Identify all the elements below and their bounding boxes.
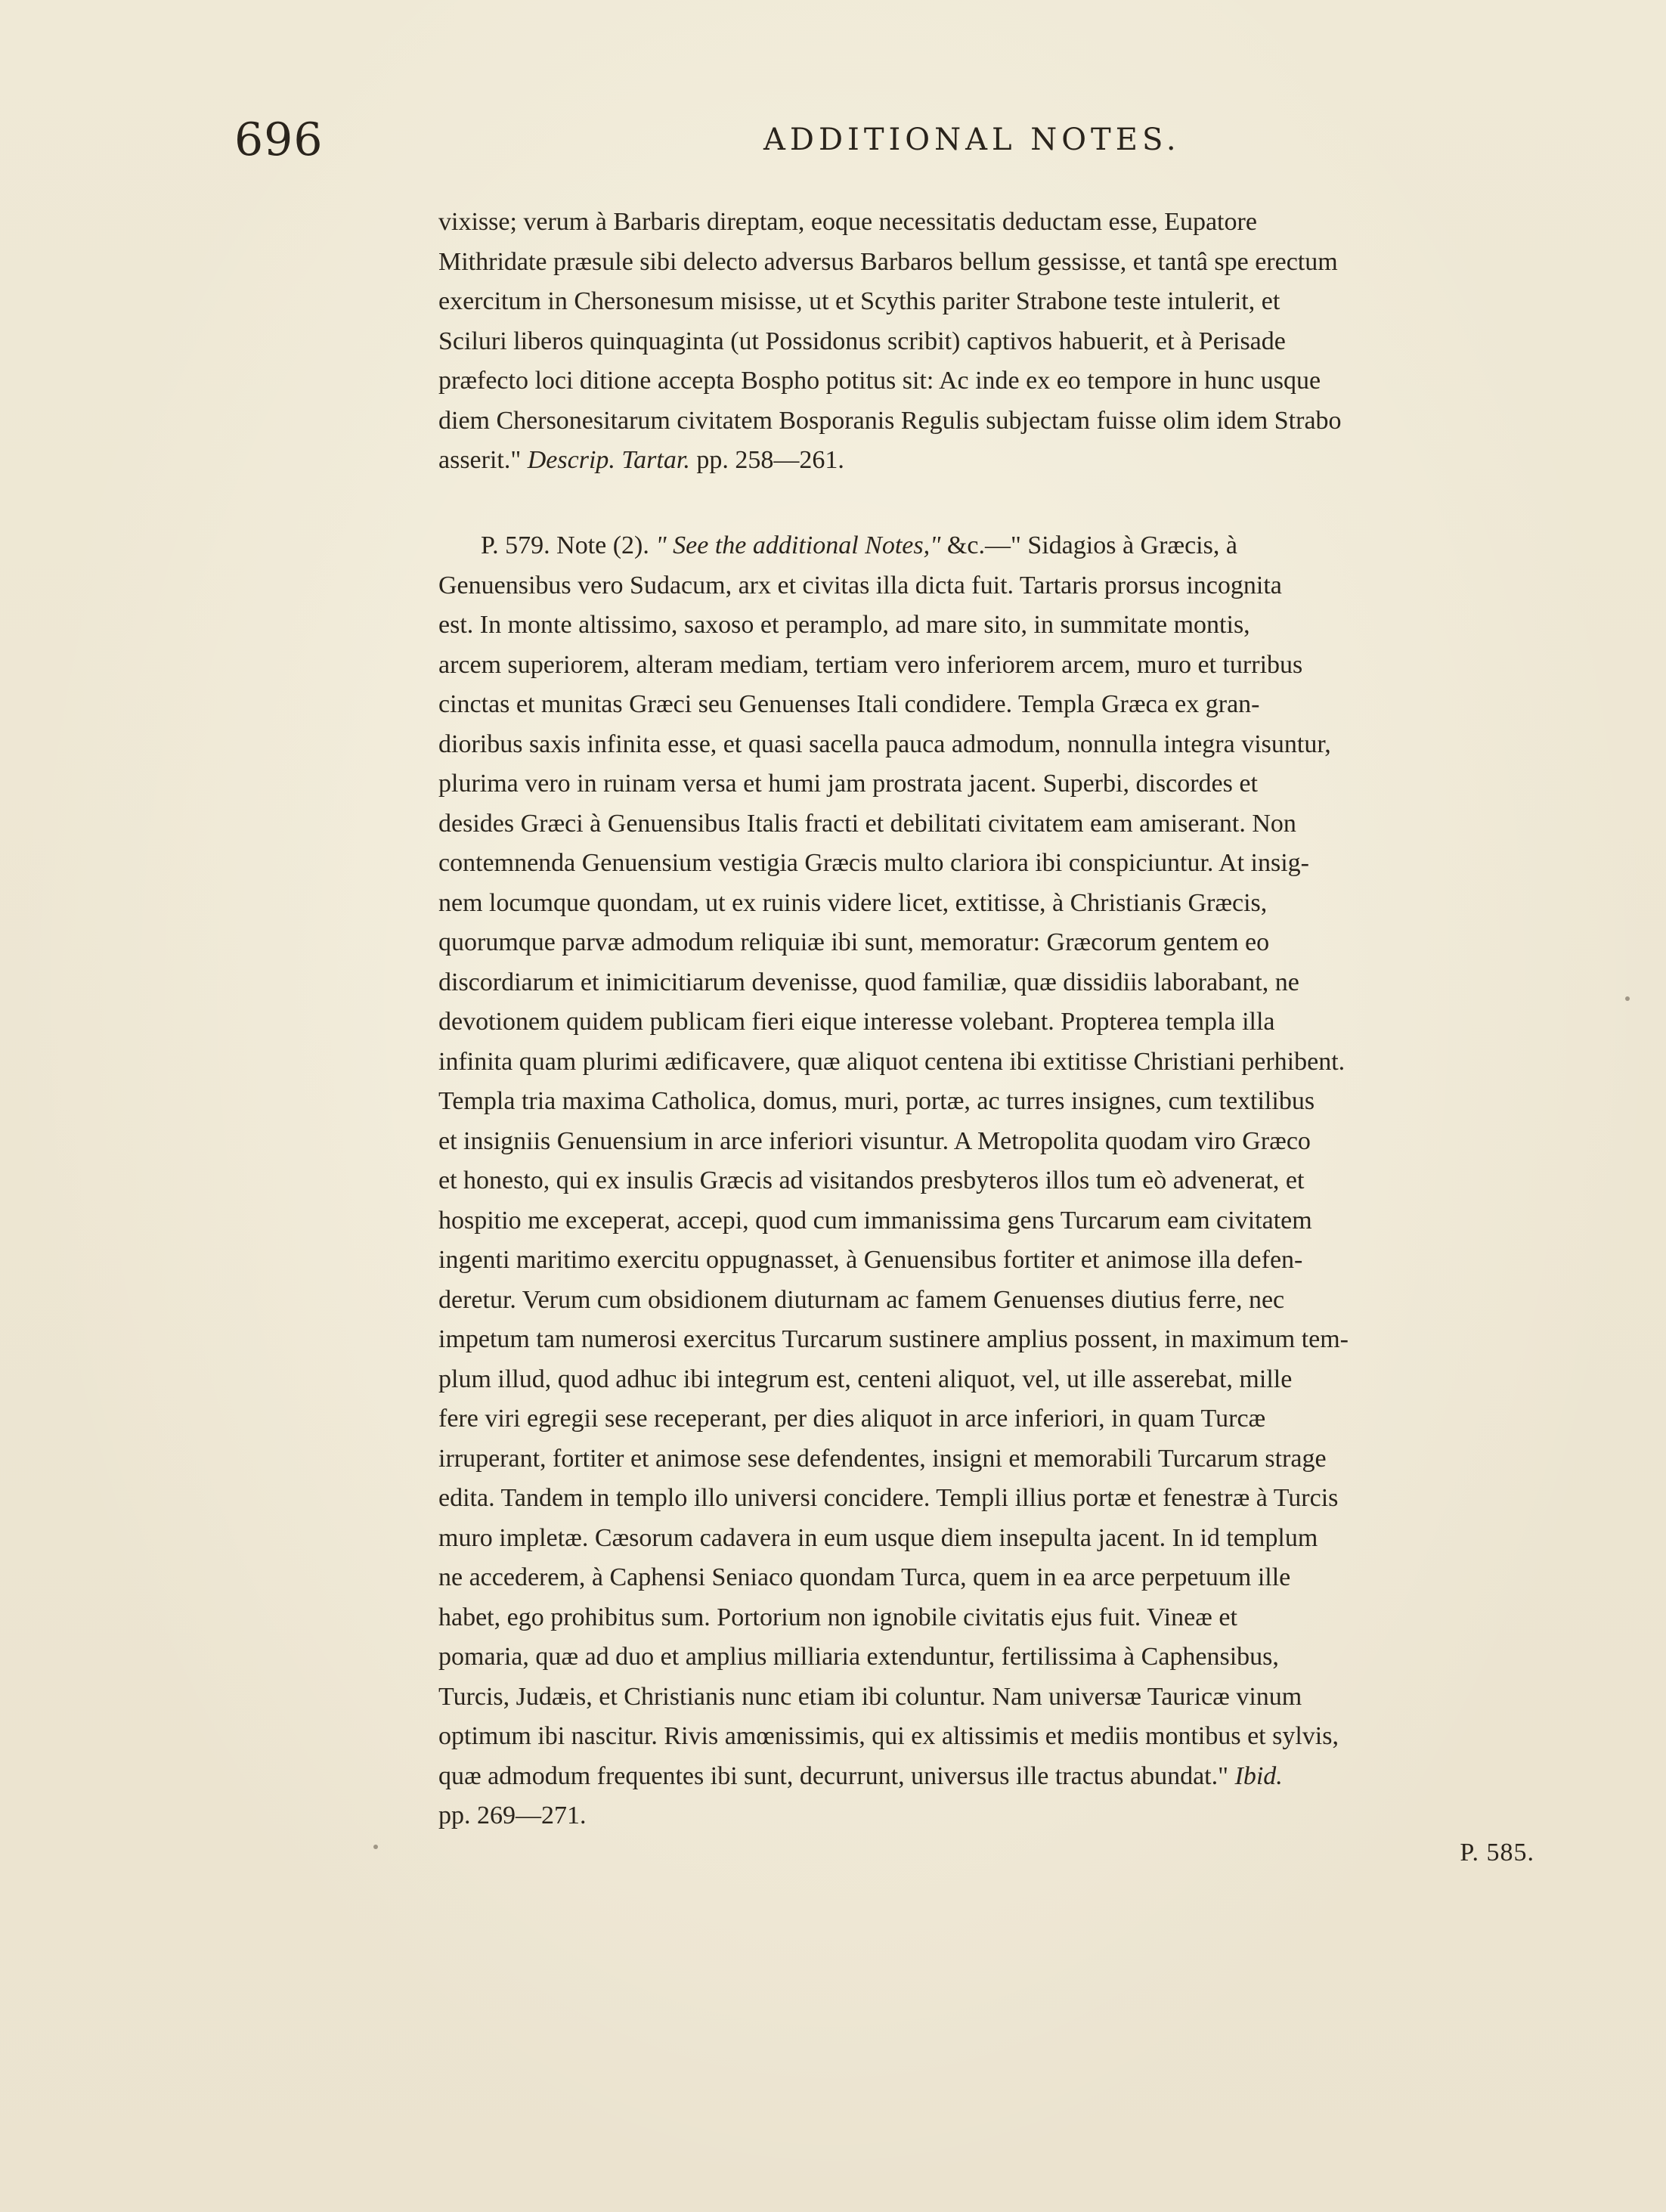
- citation: Descrip. Tartar.: [527, 446, 690, 474]
- running-head: ADDITIONAL NOTES.: [763, 122, 1181, 157]
- paragraph-text: &c.—" Sidagios à Græcis, à Genuensibus vero Sudacum, arx et civitas illa dicta fuit. Tartaris prorsus incognita est. In monte altissimo, saxoso et peramplo, ad mare sito, in summitate montis, arcem superiorem, alteram mediam, tertiam vero inferiorem arcem, muro et turribus cinctas et munitas Græci seu Genuenses Itali condidere. Templa Græca ex gran- dioribus saxis infinita esse, et quasi sacella pauca admodum, nonnulla integra visuntur, plurima vero in ruinam versa et humi jam prostrata jacent. Superbi, discordes et desides Græci à Genuensibus Italis fracti et debilitati civitatem eam amiserant. Non contemnenda Genuensium vestigia Græcis multo clariora ibi conspiciuntur. At insig- nem locumque quondam, ut ex ruinis videre licet, extitisse, à Christianis Græcis, quorumque parvæ admodum reliquiæ ibi sunt, memoratur: Græcorum gentem eo discordiarum et inimicitiarum devenisse, quod familiæ, quæ dissidiis laborabant, ne devotionem quidem publicam fieri eique interesse volebant. Propterea templa illa infinita quam plurimi ædificavere, quæ aliquot centena ibi extitisse Christiani perhibent. Templa tria maxima Catholica, domus, muri, portæ, ac turres insignes, cum textilibus et insigniis Genuensium in arce inferiori visuntur. A Metropolita quodam viro Græco et honesto, qui ex insulis Græcis ad visitandos presbyteros illos tum eò advenerat, et hospitio me exceperat, accepi, quod cum immanissima gens Turcarum eam civitatem ingenti maritimo exercitu oppugnasset, à Genuensibus fortiter et animose illa defen- deretur. Verum cum obsidionem diuturnam ac famem Genuenses diutius ferre, nec impetum tam numerosi exercitus Turcarum sustinere amplius possent, in maximum tem- plum illud, quod adhuc ibi integrum est, centeni aliquot, vel, ut ille asserebat, mille fere viri egregii sese receperant, per dies aliquot in arce inferiori, in quam Turcæ irruperant, fortiter et animose sese defendentes, insigni et memorabili Turcarum strage edita. Tandem in templo illo universi concidere. Templi illius portæ et fenestræ à Turcis muro impletæ. Cæsorum cadavera in eum usque diem insepulta jacent. In id templum ne accederem, à Caphensi Seniaco quondam Turca, quem in ea arce perpetuum ille habet, ego prohibitus sum. Portorium non ignobile civitatis ejus fuit. Vineæ et pomaria, quæ ad duo et amplius milliaria extenduntur, fertilissima à Caphensibus, Turcis, Judæis, et Christianis nunc etiam ibi coluntur. Nam universæ Tauricæ vinum optimum ibi nascitur. Rivis amœnissimis, qui ex altissimis et mediis montibus et sylvis, quæ admodum frequentes ibi sunt, decurrunt, universus ille tractus abundat.": [438, 531, 1349, 1790]
- citation: Ibid.: [1234, 1761, 1283, 1790]
- note-reference: P. 579. Note (2).: [481, 531, 649, 559]
- quoted-phrase: " See the additional Notes,": [655, 531, 941, 559]
- note-paragraph: [438, 526, 1534, 1836]
- catchword: P. 585.: [1460, 1839, 1534, 1867]
- page-number: 696: [234, 113, 324, 166]
- paragraph-text: vixisse; verum à Barbaris direptam, eoque necessitatis deductam esse, Eupatore Mithridate præsule sibi delecto adversus Barbaros bellum gessisse, et tantâ spe erectum exercitum in Chersonesum misisse, ut et Scythis pariter Strabone teste intulerit, et Sciluri liberos quinquaginta (ut Possidonus scribit) captivos habuerit, et à Perisade præfecto loci ditione accepta Bospho potitus sit: Ac inde ex eo tempore in hunc usque diem Chersonesitarum civitatem Bosporanis Regulis subjectam fuisse olim idem Strabo asserit.": [438, 208, 1342, 474]
- page-header: [234, 113, 1534, 174]
- ink-speck: [1625, 996, 1630, 1001]
- page-range: pp. 258—261.: [696, 446, 844, 474]
- paragraph-continuation: [438, 203, 1534, 481]
- ink-speck: [373, 1845, 378, 1849]
- page-range: pp. 269—271.: [438, 1802, 587, 1829]
